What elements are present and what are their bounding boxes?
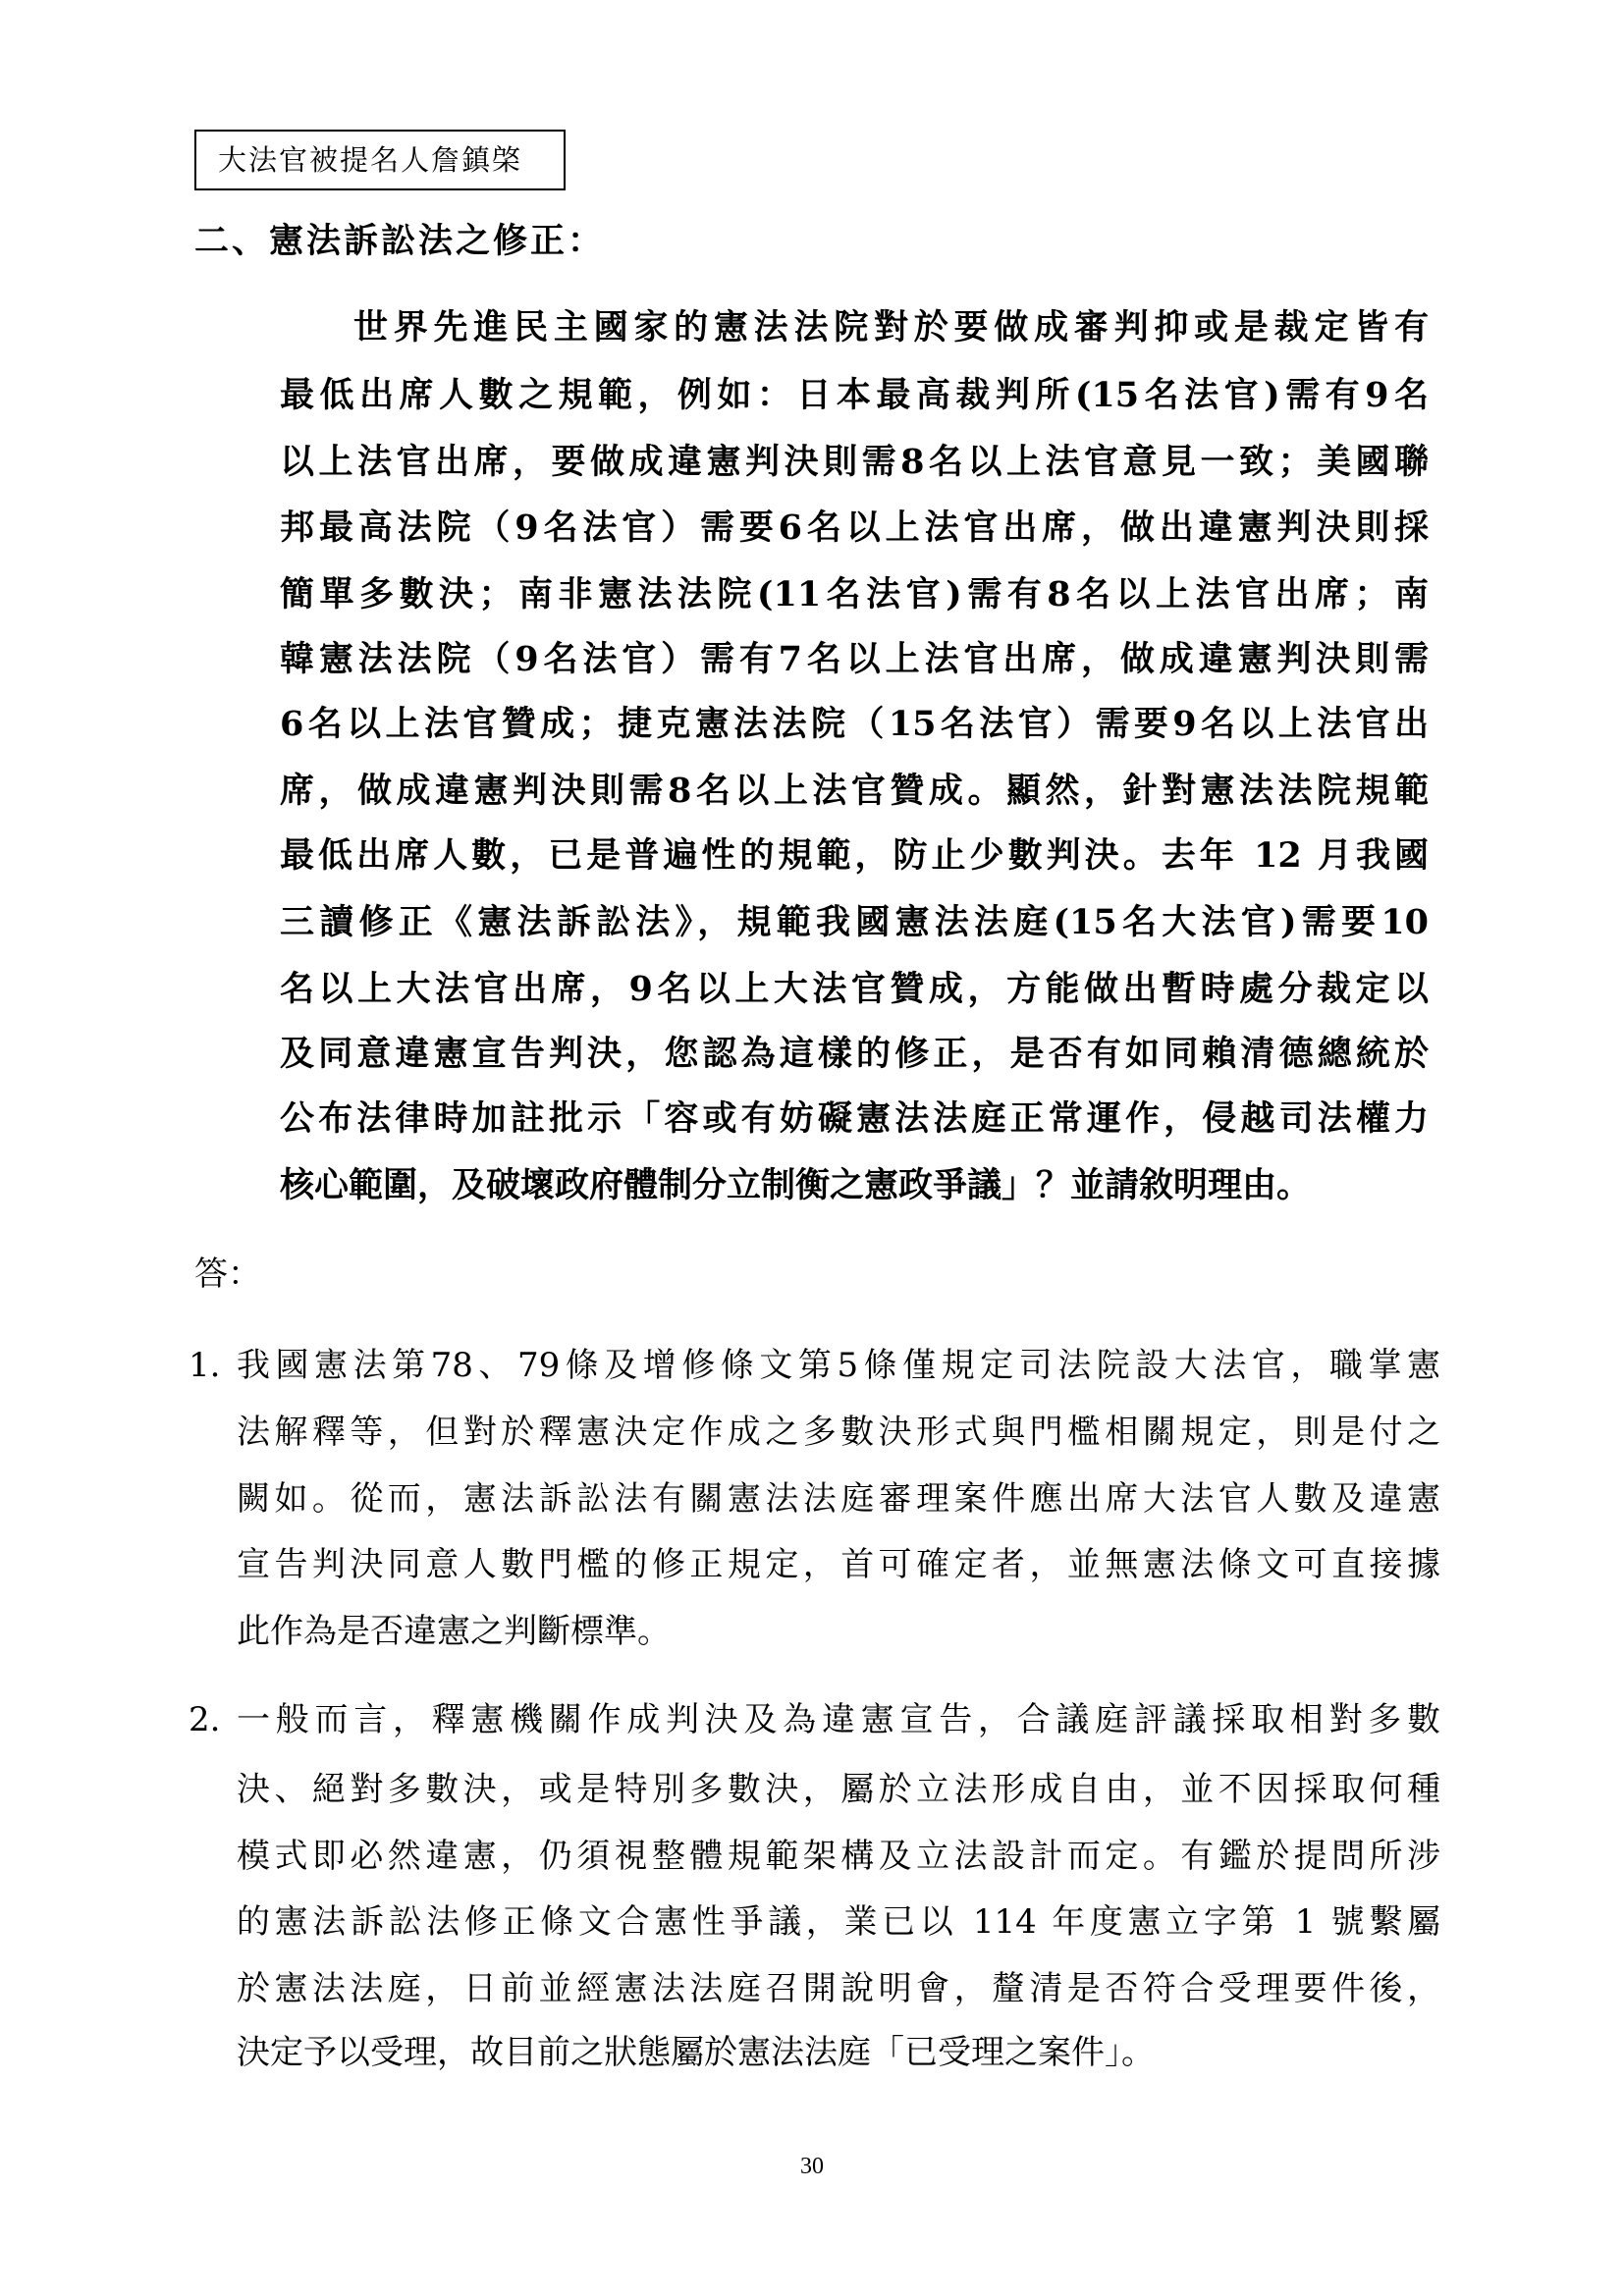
section-heading: 二、憲法訴訟法之修正：: [194, 221, 606, 261]
question-line: 簡單多數決；南非憲法法院(11名法官)需有8名以上法官出席；南: [280, 574, 1429, 614]
question-line: 三讀修正《憲法訴訟法》，規範我國憲法法庭(15名大法官)需要10: [280, 902, 1429, 942]
nominee-label-box: 大法官被提名人詹鎮棨: [194, 130, 566, 190]
question-line: 最低出席人數，已是普遍性的規範，防止少數判決。去年 12 月我國: [280, 835, 1429, 876]
answer-line: 模式即必然違憲，仍須視整體規範架構及立法設計而定。有鑑於提問所涉: [237, 1837, 1440, 1876]
answer-line: 一般而言，釋憲機關作成判決及為違憲宣告，合議庭評議採取相對多數: [237, 1700, 1440, 1739]
question-line: 以上法官出席，要做成違憲判決則需8名以上法官意見一致；美國聯: [280, 442, 1429, 482]
question-line: 公布法律時加註批示「容或有妨礙憲法法庭正常運作，侵越司法權力: [280, 1098, 1429, 1139]
page-number: 30: [800, 2154, 824, 2179]
answer-number: 2.: [189, 1700, 221, 1739]
answer-number: 1.: [189, 1346, 221, 1385]
question-line: 6名以上法官贊成；捷克憲法法院（15名法官）需要9名以上法官出: [280, 704, 1429, 744]
answer-line: 闕如。從而，憲法訴訟法有關憲法法庭審理案件應出席大法官人數及違憲: [237, 1479, 1440, 1519]
answer-line: 我國憲法第78、79條及增修條文第5條僅規定司法院設大法官，職掌憲: [237, 1346, 1440, 1385]
answer-label: 答：: [194, 1255, 261, 1294]
answer-line: 的憲法訴訟法修正條文合憲性爭議，業已以 114 年度憲立字第 1 號繫屬: [237, 1902, 1440, 1942]
question-line: 名以上大法官出席，9名以上大法官贊成，方能做出暫時處分裁定以: [280, 969, 1429, 1009]
answer-line: 決、絕對多數決，或是特別多數決，屬於立法形成自由，並不因採取何種: [237, 1770, 1440, 1809]
answer-line: 宣告判決同意人數門檻的修正規定，首可確定者，並無憲法條文可直接據: [237, 1545, 1440, 1584]
question-line: 最低出席人數之規範，例如：日本最高裁判所(15名法官)需有9名: [280, 375, 1429, 415]
answer-line: 決定予以受理，故目前之狀態屬於憲法法庭「已受理之案件」。: [237, 2033, 1155, 2072]
answer-line: 此作為是否違憲之判斷標準。: [237, 1612, 671, 1651]
answer-line: 法解釋等，但對於釋憲決定作成之多數決形式與門檻相關規定，則是付之: [237, 1413, 1440, 1452]
question-line: 及同意違憲宣告判決，您認為這樣的修正，是否有如同賴清德總統於: [280, 1034, 1429, 1074]
question-line: 邦最高法院（9名法官）需要6名以上法官出席，做出違憲判決則採: [280, 507, 1429, 548]
question-line: 席，做成違憲判決則需8名以上法官贊成。顯然，針對憲法法院規範: [280, 771, 1429, 811]
question-line: 世界先進民主國家的憲法法院對於要做成審判抑或是裁定皆有: [353, 307, 1429, 347]
answer-line: 於憲法法庭，日前並經憲法法庭召開說明會，釐清是否符合受理要件後，: [237, 1969, 1440, 2008]
question-line: 韓憲法法院（9名法官）需有7名以上法官出席，做成違憲判決則需: [280, 639, 1429, 679]
question-line: 核心範圍，及破壞政府體制分立制衡之憲政爭議」？並請敘明理由。: [280, 1165, 1312, 1205]
